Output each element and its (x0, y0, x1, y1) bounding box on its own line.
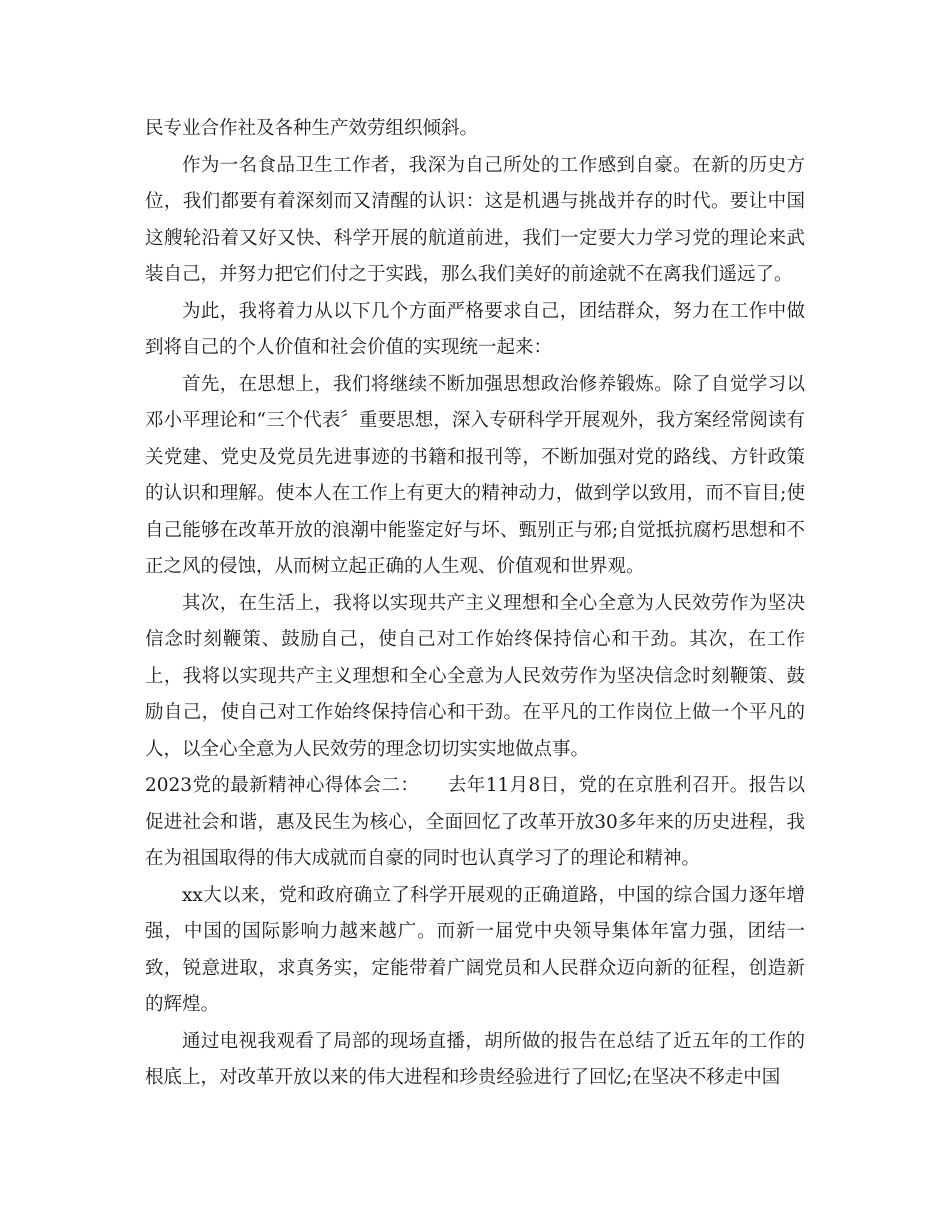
paragraph-8: 通过电视我观看了局部的现场直播，胡所做的报告在总结了近五年的工作的根底上，对改革开放以来的伟大进程和珍贵经验进行了回忆;在坚决不移走中国 (145, 1030, 805, 1088)
paragraph-1: 民专业合作社及各种生产效劳组织倾斜。 (145, 118, 479, 139)
paragraph-4: 首先，在思想上，我们将继续不断加强思想政治修养锻炼。除了自觉学习以邓小平理论和“三个代表〞重要思想，深入专研科学开展观外，我方案经常阅读有关党建、党史及党员先进事迹的书籍和报刊等，不断加强对党的路线、方针政策的认识和理解。使本人在工作上有更大的精神动力，做到学以致用，而不盲目;使自己能够在改革开放的浪潮中能鉴定好与坏、甄别正与邪;自觉抵抗腐朽思想和不正之风的侵蚀，从而树立起正确的人生观、价值观和世界观。 (145, 373, 805, 577)
paragraph-6-heading: 2023党的最新精神心得体会二： 去年11月8日，党的在京胜利召开。报告以促进社会和谐，惠及民生为核心，全面回忆了改革开放30多年来的历史进程，我在为祖国取得的伟大成就而自豪的同时也认真学习了的理论和精神。 (145, 775, 805, 869)
paragraph-5: 其次，在生活上，我将以实现共产主义理想和全心全意为人民效劳作为坚决信念时刻鞭策、鼓励自己，使自己对工作始终保持信心和干劲。其次，在工作上，我将以实现共产主义理想和全心全意为人民效劳作为坚决信念时刻鞭策、鼓励自己，使自己对工作始终保持信心和干劲。在平凡的工作岗位上做一个平凡的人，以全心全意为人民效劳的理念切切实实地做点事。 (145, 592, 805, 760)
document-body (145, 111, 805, 1097)
paragraph-3: 为此，我将着力从以下几个方面严格要求自己，团结群众，努力在工作中做到将自己的个人价值和社会价值的实现统一起来： (145, 300, 805, 358)
paragraph-7: xx大以来，党和政府确立了科学开展观的正确道路，中国的综合国力逐年增强，中国的国际影响力越来越广。而新一届党中央领导集体年富力强，团结一致，锐意进取，求真务实，定能带着广阔党员和人民群众迈向新的征程，创造新的辉煌。 (145, 884, 805, 1015)
paragraph-2: 作为一名食品卫生工作者，我深为自己所处的工作感到自豪。在新的历史方位，我们都要有着深刻而又清醒的认识：这是机遇与挑战并存的时代。要让中国这艘轮沿着又好又快、科学开展的航道前进，我们一定要大力学习党的理论来武装自己，并努力把它们付之于实践，那么我们美好的前途就不在离我们遥远了。 (145, 154, 805, 285)
